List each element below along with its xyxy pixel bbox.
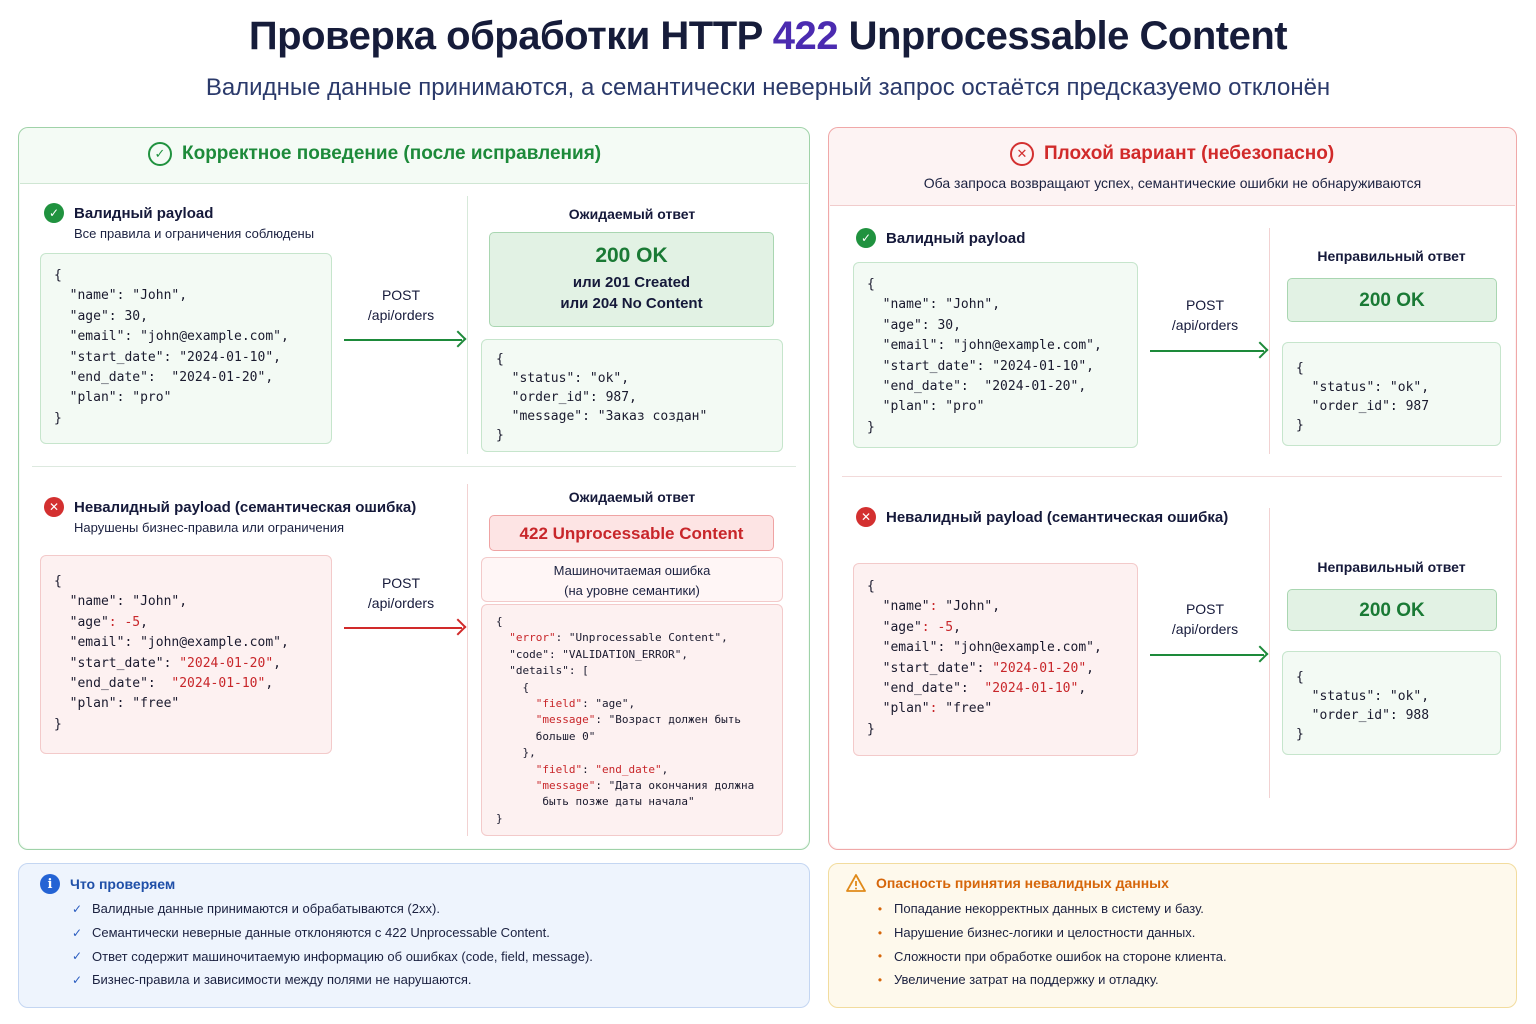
good-invalid-response: { "error": "Unprocessable Content", "code": "VALIDATION_ERROR", "details": [ { "field": "age", "message": "Возраст должен быть больше 0" }, "field": "end_date", "message": "Дата окончания должна быть позже даты начала" } [481,604,783,836]
list-item: ✓ Валидные данные принимаются и обрабатываются (2xx). [72,901,440,917]
check-circle-icon: ✓ [148,142,172,166]
arrow-right-icon [344,339,462,341]
status-204: или 204 No Content [560,295,703,312]
divider [467,484,468,836]
bad-invalid-payload: { "name": "John", "age": -5, "email": "john@example.com", "start_date": "2024-01-20", "end_date": "2024-01-10", "plan": "free" } [853,563,1138,756]
good-valid-title-text: Валидный payload [74,204,214,222]
arrow-right-icon [1150,350,1264,352]
good-invalid-payload: { "name": "John", "age": -5, "email": "john@example.com", "start_date": "2024-01-20", "end_date": "2024-01-10", "plan": "free" } [40,555,332,754]
check-icon: ✓ [856,228,876,248]
bad-valid-title-text: Валидный payload [886,229,1026,247]
checks-title: Что проверяем [70,876,176,892]
divider [1269,508,1270,798]
machine-readable-note: Машиночитаемая ошибка (на уровне семантики) [481,557,783,602]
correct-behavior-title: Корректное поведение (после исправления) [182,143,602,164]
good-invalid-title-text: Невалидный payload (семантическая ошибка) [74,498,417,516]
error-icon: ✕ [856,507,876,527]
good-invalid-request: POST /api/orders [367,575,435,611]
bad-behavior-title: Плохой вариант (небезопасно) [1044,143,1335,164]
page-subtitle: Валидные данные принимаются, а семантически неверный запрос остаётся предсказуемо отклонён [205,74,1331,101]
good-valid-status [489,232,774,327]
x-circle-icon: ✕ [1010,142,1034,166]
list-item: ✓ Ответ содержит машиночитаемую информацию об ошибках (code, field, message). [72,948,593,964]
risks-header [846,874,1169,892]
bad-behavior-header [1010,142,1334,166]
correct-behavior-header [148,142,601,166]
checkmark-icon: ✓ [72,972,83,987]
checkmark-icon: ✓ [72,901,83,916]
good-invalid-title [44,497,416,517]
bad-invalid-status: 200 OK [1287,589,1497,631]
list-item: ✓ Семантически неверные данные отклоняются с 422 Unprocessable Content. [72,925,550,941]
bullet-icon: • [877,972,883,987]
good-valid-title [44,203,213,223]
good-invalid-status: 422 Unprocessable Content [489,515,774,551]
good-valid-request: POST /api/orders [367,287,435,323]
good-valid-response-heading: Ожидаемый ответ [568,206,696,222]
good-valid-payload: { "name": "John", "age": 30, "email": "john@example.com", "start_date": "2024-01-10", "end_date": "2024-01-20", "plan": "pro" } [40,253,332,444]
checkmark-icon: ✓ [72,925,83,940]
arrow-right-icon [344,627,462,629]
bad-valid-response: { "status": "ok", "order_id": 987 } [1282,342,1501,446]
bad-invalid-request: POST /api/orders [1171,601,1239,637]
list-item: ✓ Бизнес-правила и зависимости между полями не нарушаются. [72,972,472,988]
divider [842,476,1502,477]
bullet-icon: • [877,949,883,964]
bad-valid-request: POST /api/orders [1171,297,1239,333]
divider [1269,228,1270,454]
status-code-highlight: 422 [772,14,838,58]
bad-valid-status: 200 OK [1287,278,1497,322]
divider [467,196,468,454]
info-icon: i [40,874,60,894]
risks-title: Опасность принятия невалидных данных [876,875,1169,891]
list-item: • Нарушение бизнес-логики и целостности данных. [874,921,1227,945]
bullet-icon: • [877,901,883,916]
status-200: 200 OK [595,244,668,267]
page-title: Проверка обработки HTTP 422 Unprocessable Content [248,14,1288,58]
status-201: или 201 Created [572,274,691,291]
divider [32,466,796,467]
checks-header [40,874,175,894]
checkmark-icon: ✓ [72,949,83,964]
warning-icon [846,874,866,892]
bad-invalid-title-text: Невалидный payload (семантическая ошибка) [886,508,1229,526]
bad-invalid-response: { "status": "ok", "order_id": 988 } [1282,651,1501,755]
list-item: • Увеличение затрат на поддержку и отладку. [874,968,1227,992]
good-valid-subtitle: Все правила и ограничения соблюдены [74,226,315,241]
bad-valid-response-heading: Неправильный ответ [1317,248,1466,264]
bad-behavior-subtitle: Оба запроса возвращают успех, семантические ошибки не обнаруживаются [923,175,1422,191]
checks-list [72,897,593,992]
good-valid-response: { "status": "ok", "order_id": 987, "message": "Заказ создан" } [481,339,783,452]
bad-invalid-title [856,507,1228,527]
bad-invalid-response-heading: Неправильный ответ [1317,559,1466,575]
error-icon: ✕ [44,497,64,517]
list-item: • Попадание некорректных данных в систему и базу. [874,897,1227,921]
good-invalid-subtitle: Нарушены бизнес-правила или ограничения [74,520,345,535]
arrow-right-icon [1150,654,1264,656]
bad-valid-payload: { "name": "John", "age": 30, "email": "john@example.com", "start_date": "2024-01-10", "end_date": "2024-01-20", "plan": "pro" } [853,262,1138,448]
list-item: • Сложности при обработке ошибок на стороне клиента. [874,944,1227,968]
check-icon: ✓ [44,203,64,223]
risks-list [874,897,1227,992]
bullet-icon: • [877,925,883,940]
bad-valid-title [856,228,1025,248]
good-invalid-response-heading: Ожидаемый ответ [568,489,696,505]
